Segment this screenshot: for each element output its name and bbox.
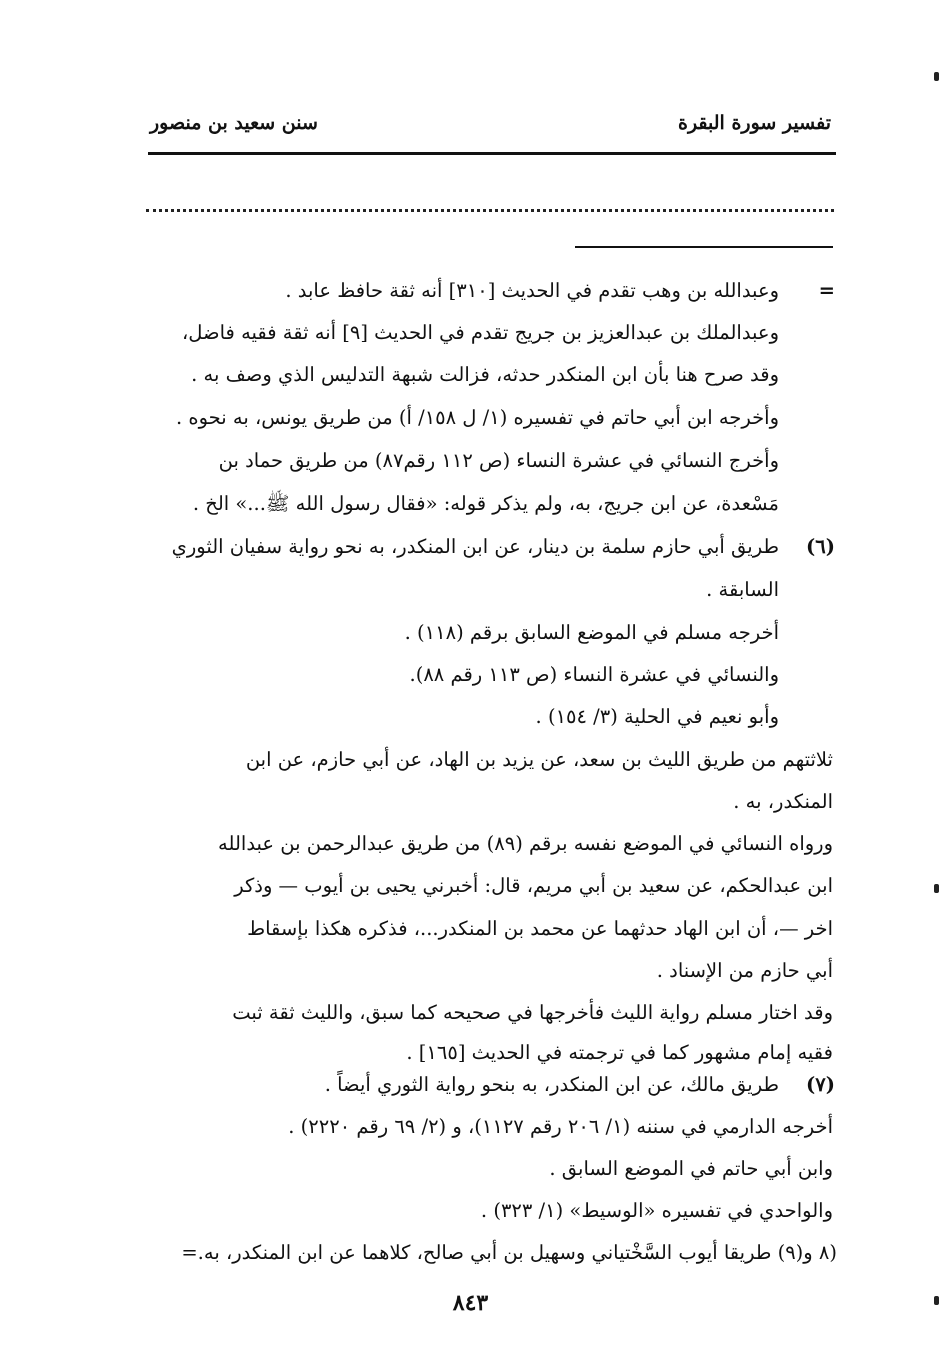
text-line: طريق مالك، عن ابن المنكدر، به بنحو رواية الثوري أيضاً . — [324, 1073, 779, 1096]
text-line: وأخرج النسائي في عشرة النساء (ص ١١٢ رقم٨٧) من طريق حماد بن — [218, 449, 779, 472]
text-line: السابقة . — [706, 578, 779, 601]
text-line: والنسائي في عشرة النساء (ص ١١٣ رقم ٨٨). — [409, 663, 779, 686]
text-line: (٨ و(٩) طريقا أيوب السَّخْتياني وسهيل بن أبي صالح، كلاهما عن ابن المنكدر، به.= — [181, 1241, 837, 1264]
text-line: وعبدالملك بن عبدالعزيز بن جريج تقدم في الحديث [٩] أنه ثقة فقيه فاضل، — [181, 321, 779, 344]
text-line: وأبو نعيم في الحلية (٣/ ١٥٤) . — [535, 705, 779, 728]
text-line: مَسْعدة، عن ابن جريج، به، ولم يذكر قوله: «فقال رسول الله ﷺ...» الخ . — [192, 492, 779, 515]
scan-edge-mark — [934, 884, 939, 893]
scan-edge-mark — [934, 1296, 939, 1305]
text-line: وابن أبي حاتم في الموضع السابق . — [549, 1157, 833, 1180]
footnote-marker-6: (٦) — [806, 535, 835, 558]
text-line: والواحدي في تفسيره «الوسيط» (١/ ٣٢٣) . — [480, 1199, 833, 1222]
text-line: أخرجه الدارمي في سننه (١/ ٢٠٦ رقم ١١٢٧)، و (٢/ ٦٩ رقم ٢٢٢٠) . — [288, 1115, 833, 1138]
footnote-rule — [575, 246, 833, 248]
text-line: وقد اختار مسلم رواية الليث فأخرجها في صحيحه كما سبق، والليث ثقة ثبت — [232, 1001, 833, 1024]
text-line: وأخرجه ابن أبي حاتم في تفسيره (١/ ل ١٥٨/ أ) من طريق يونس، به نحوه . — [175, 406, 779, 429]
text-line: ورواه النسائي في الموضع نفسه برقم (٨٩) من طريق عبدالرحمن بن عبدالله — [218, 832, 833, 855]
page-number: ٨٤٣ — [452, 1290, 489, 1316]
text-line: ثلاثتهم من طريق الليث بن سعد، عن يزيد بن الهاد، عن أبي حازم، عن ابن — [245, 748, 833, 771]
text-line: اخر —، أن ابن الهاد حدثهما عن محمد بن المنكدر...، فذكره هكذا بإسقاط — [247, 917, 833, 940]
text-line: أبي حازم من الإسناد . — [656, 959, 833, 982]
text-line: طريق أبي حازم سلمة بن دينار، عن ابن المنكدر، به نحو رواية سفيان الثوري — [171, 535, 779, 558]
ellipsis-divider — [146, 209, 834, 212]
text-line: وعبدالله بن وهب تقدم في الحديث [٣١٠] أنه ثقة حافظ عابد . — [285, 279, 779, 302]
continuation-marker: = — [818, 279, 835, 302]
running-header-book: سنن سعيد بن منصور — [150, 112, 318, 134]
scan-edge-mark — [934, 72, 939, 81]
text-line: أخرجه مسلم في الموضع السابق برقم (١١٨) . — [404, 621, 779, 644]
text-line: ابن عبدالحكم، عن سعيد بن أبي مريم، قال: أخبرني يحيى بن أيوب — وذكر — [234, 874, 833, 897]
running-header-chapter: تفسير سورة البقرة — [677, 112, 831, 134]
footnote-marker-7: (٧) — [806, 1073, 835, 1096]
text-line: فقيه إمام مشهور كما في ترجمته في الحديث [١٦٥] . — [406, 1041, 833, 1064]
text-line: وقد صرح هنا بأن ابن المنكدر حدثه، فزالت شبهة التدليس الذي وصف به . — [191, 363, 779, 386]
header-rule — [148, 152, 836, 155]
text-line: المنكدر، به . — [733, 790, 833, 813]
